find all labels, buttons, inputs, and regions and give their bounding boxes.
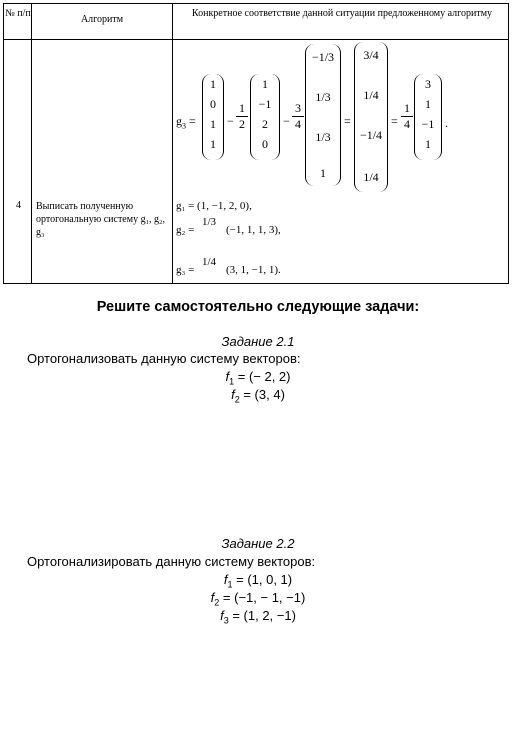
coefficient-three-quarters: 3 4 — [292, 102, 304, 131]
task-2-2-vector-2: $f_2 = (-1$, − 1, −1) — [210, 590, 306, 608]
equals-sign: = — [344, 114, 351, 128]
task-2-2-vector-3: $f_3 = (1$, 2, −1) — [220, 608, 296, 626]
task-2-1-title: Задание 2.1 — [221, 334, 295, 349]
vector-4: 3/4 1/4 −1/4 1/4 — [354, 42, 388, 192]
result-g3: (3, 1, −1, 1). — [226, 264, 281, 276]
row-4-algorithm-text: Выписать полученную ортогональную систему g₁, g₂, g₃ — [36, 201, 166, 238]
vector-2: 1 −1 2 0 — [250, 74, 280, 160]
result-g3-label: g₃ = — [176, 264, 195, 276]
result-g2-label: g₂ = — [176, 224, 195, 236]
task-2-1-statement: Ортогонализовать данную систему векторов: — [27, 351, 301, 366]
vector-5: 3 1 −1 1 — [414, 74, 442, 160]
column-divider — [31, 4, 32, 283]
section-title: Решите самостоятельно следующие задачи: — [96, 299, 420, 315]
coefficient-quarter: 1 4 — [401, 102, 413, 131]
result-g1: g₁ = (1, −1, 2, 0), — [176, 200, 252, 212]
task-2-1-vector-2: $f_2 = (3$, 4) — [231, 387, 285, 405]
column-divider — [172, 4, 173, 283]
header-algorithm: Алгоритм — [80, 14, 124, 25]
coefficient-half: 1 2 — [236, 102, 248, 131]
result-g2-coef: 1/3 — [202, 216, 217, 228]
algorithm-table — [3, 3, 509, 284]
minus-sign: − — [227, 114, 234, 128]
task-2-1-vector-1: $f_1$ = (− 2, 2) — [225, 369, 291, 387]
minus-sign: − — [283, 114, 290, 128]
result-g3-coef: 1/4 — [202, 256, 217, 268]
result-g2: (−1, 1, 1, 3), — [226, 224, 281, 236]
g3-label: $g_3$ = — [176, 114, 196, 131]
period: . — [445, 116, 448, 130]
task-2-2-statement: Ортогонализировать данную систему векторов: — [27, 554, 316, 569]
table-header-row — [4, 4, 508, 40]
task-2-2-vector-1: $f_1 = (1$, 0, 1) — [223, 572, 293, 590]
equals-sign: = — [391, 114, 398, 128]
header-number: № п/п — [5, 8, 31, 19]
task-2-2-title: Задание 2.2 — [221, 536, 295, 551]
vector-1: 1 0 1 1 — [202, 74, 224, 160]
row-number-4: 4 — [16, 200, 21, 211]
vector-3: −1/3 1/3 1/3 1 — [305, 44, 341, 186]
header-concrete: Конкретное соответствие данной ситуации предложенному алгоритму — [191, 8, 493, 19]
